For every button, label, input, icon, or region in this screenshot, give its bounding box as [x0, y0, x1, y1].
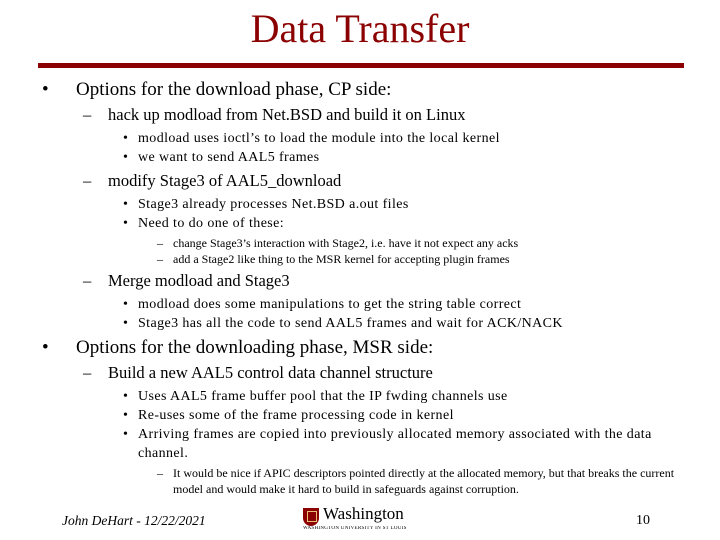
bullet-text: Need to do one of these:	[138, 216, 285, 231]
bullet-text: we want to send AAL5 frames	[138, 150, 320, 165]
bullet-l3	[0, 195, 720, 214]
slide-body	[0, 78, 720, 497]
bullet-l1	[0, 336, 720, 360]
bullet-l3	[0, 148, 720, 167]
bullet-l3	[0, 314, 720, 333]
footer-author: John DeHart - 12/22/2021	[62, 513, 206, 528]
bullet-l3	[0, 387, 720, 406]
dash-marker: –	[83, 171, 92, 190]
dash-marker: –	[83, 105, 92, 124]
bullet-marker: •	[123, 316, 129, 331]
bullet-l2	[0, 104, 720, 126]
bullet-marker: •	[42, 79, 49, 100]
bullet-l3	[0, 214, 720, 233]
logo-subtext: WASHINGTON UNIVERSITY IN ST LOUIS	[303, 526, 407, 531]
bullet-marker: •	[123, 150, 129, 165]
bullet-l3	[0, 129, 720, 148]
bullet-text: add a Stage2 like thing to the MSR kernel for accepting plugin frames	[173, 251, 510, 266]
bullet-l4	[0, 252, 720, 268]
bullet-l1	[0, 78, 720, 102]
bullet-text: modify Stage3 of AAL5_download	[108, 171, 342, 190]
dash-marker: –	[83, 271, 92, 290]
bullet-l2	[0, 270, 720, 292]
bullet-l3	[0, 295, 720, 314]
slide-title: Data Transfer	[250, 6, 470, 51]
bullet-l2	[0, 170, 720, 192]
bullet-text: Merge modload and Stage3	[108, 271, 290, 290]
bullet-text: Options for the downloading phase, MSR side:	[76, 337, 434, 358]
bullet-text: Re-uses some of the frame processing code in kernel	[138, 408, 454, 423]
bullet-marker: •	[123, 297, 129, 312]
title-rule	[38, 63, 684, 68]
bullet-text: Build a new AAL5 control data channel structure	[108, 363, 433, 382]
dash-marker: –	[157, 236, 163, 250]
bullet-text: hack up modload from Net.BSD and build it on Linux	[108, 105, 466, 124]
bullet-text: modload does some manipulations to get the string table correct	[138, 297, 522, 312]
shield-icon	[303, 508, 319, 526]
bullet-text: It would be nice if APIC descriptors pointed directly at the allocated memory, but that breaks the current model and would make it hard to build in safeguards against corruption.	[173, 466, 675, 496]
university-logo	[303, 506, 421, 532]
page-number: 10	[636, 513, 650, 528]
bullet-text: Options for the download phase, CP side:	[76, 79, 392, 100]
bullet-l4	[0, 466, 720, 497]
bullet-l4	[0, 236, 720, 252]
dash-marker: –	[157, 466, 163, 480]
bullet-text: modload uses ioctl’s to load the module into the local kernel	[138, 131, 500, 146]
bullet-marker: •	[123, 216, 129, 231]
bullet-text: Stage3 already processes Net.BSD a.out files	[138, 197, 409, 212]
bullet-l3	[0, 425, 720, 463]
dash-marker: –	[157, 251, 163, 266]
bullet-text: Stage3 has all the code to send AAL5 frames and wait for ACK/NACK	[138, 316, 563, 331]
bullet-text: change Stage3’s interaction with Stage2, i.e. have it not expect any acks	[173, 236, 519, 250]
bullet-marker: •	[123, 389, 129, 404]
bullet-marker: •	[123, 131, 129, 146]
bullet-text: Uses AAL5 frame buffer pool that the IP fwding channels use	[138, 389, 508, 404]
bullet-text: Arriving frames are copied into previously allocated memory associated with the data channel.	[138, 427, 652, 461]
bullet-marker: •	[42, 337, 49, 358]
bullet-l2	[0, 362, 720, 384]
dash-marker: –	[83, 363, 92, 382]
bullet-marker: •	[123, 427, 129, 442]
bullet-marker: •	[123, 197, 129, 212]
logo-name: Washington	[323, 504, 404, 523]
bullet-l3	[0, 406, 720, 425]
bullet-marker: •	[123, 408, 129, 423]
